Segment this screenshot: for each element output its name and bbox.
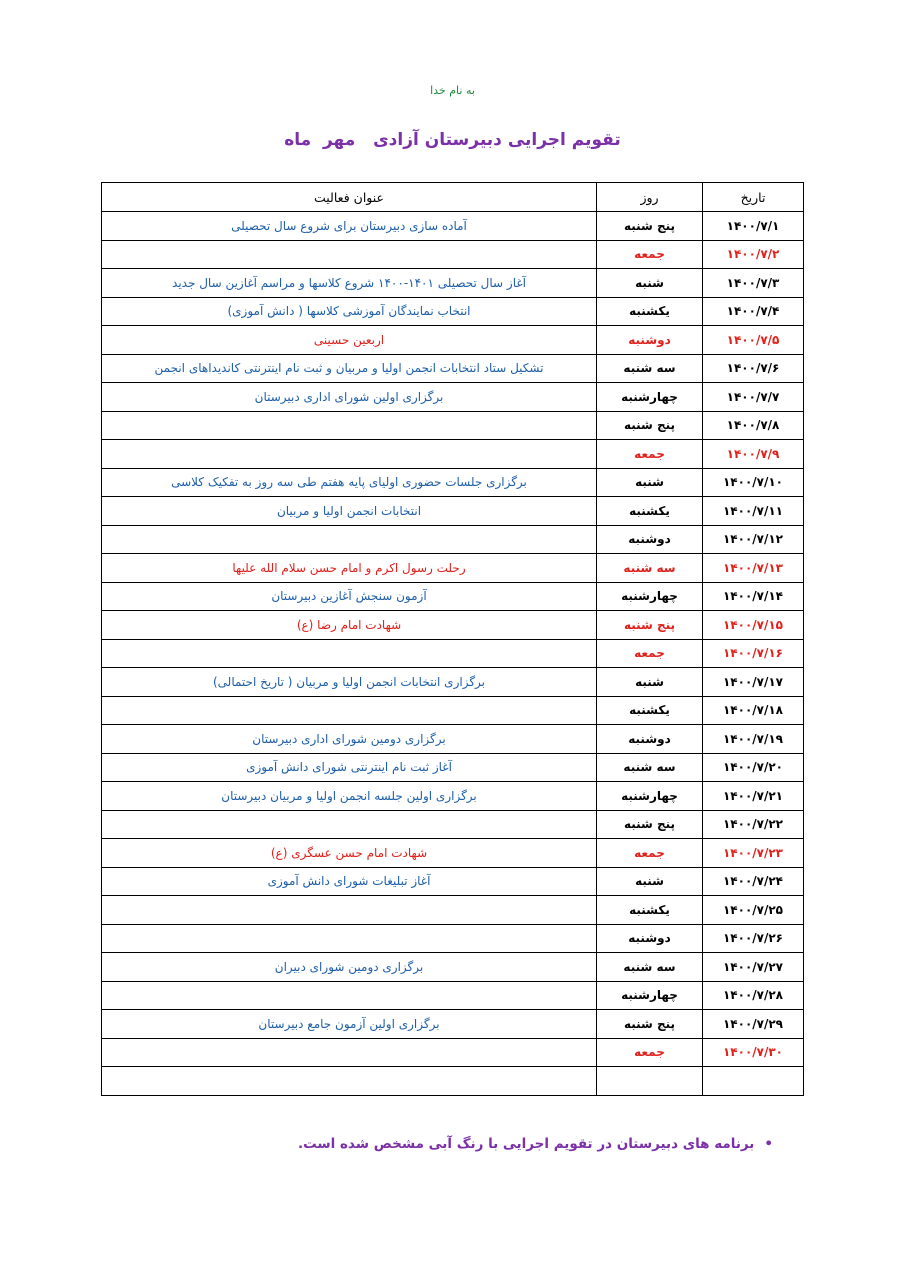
table-row <box>102 896 804 925</box>
day-cell: چهارشنبه <box>597 981 703 1010</box>
day-cell: شنبه <box>597 269 703 298</box>
activity-cell: شهادت امام رضا (ع) <box>102 611 597 640</box>
activity-cell: آزمون سنجش آغازین دبیرستان <box>102 582 597 611</box>
table-row <box>102 753 804 782</box>
activity-cell <box>102 981 597 1010</box>
activity-cell: آغاز ثبت نام اینترنتی شورای دانش آموزی <box>102 753 597 782</box>
activity-cell <box>102 411 597 440</box>
day-cell: سه شنبه <box>597 554 703 583</box>
date-cell: ۱۴۰۰/۷/۲۴ <box>703 867 804 896</box>
date-cell: ۱۴۰۰/۷/۲۹ <box>703 1010 804 1039</box>
day-cell: جمعه <box>597 639 703 668</box>
activity-cell: رحلت رسول اکرم و امام حسن سلام الله علیها <box>102 554 597 583</box>
date-cell: ۱۴۰۰/۷/۱ <box>703 212 804 241</box>
date-cell: ۱۴۰۰/۷/۲۲ <box>703 810 804 839</box>
day-cell: سه شنبه <box>597 753 703 782</box>
header-activity: عنوان فعالیت <box>102 183 597 212</box>
table-row <box>102 924 804 953</box>
date-cell: ۱۴۰۰/۷/۲۳ <box>703 839 804 868</box>
table-row <box>102 1010 804 1039</box>
date-cell <box>703 1067 804 1096</box>
activity-cell: برگزاری اولین جلسه انجمن اولیا و مربیان دبیرستان <box>102 782 597 811</box>
table-row <box>102 810 804 839</box>
activity-cell <box>102 696 597 725</box>
date-cell: ۱۴۰۰/۷/۳ <box>703 269 804 298</box>
date-cell: ۱۴۰۰/۷/۴ <box>703 297 804 326</box>
table-row <box>102 582 804 611</box>
date-cell: ۱۴۰۰/۷/۲۶ <box>703 924 804 953</box>
date-cell: ۱۴۰۰/۷/۱۰ <box>703 468 804 497</box>
day-cell: پنج شنبه <box>597 212 703 241</box>
table-row <box>102 383 804 412</box>
table-row <box>102 611 804 640</box>
date-cell: ۱۴۰۰/۷/۱۹ <box>703 725 804 754</box>
date-cell: ۱۴۰۰/۷/۲۰ <box>703 753 804 782</box>
date-cell: ۱۴۰۰/۷/۲۸ <box>703 981 804 1010</box>
table-row <box>102 981 804 1010</box>
date-cell: ۱۴۰۰/۷/۵ <box>703 326 804 355</box>
table-row <box>102 725 804 754</box>
bullet-icon: • <box>764 1136 773 1152</box>
activity-cell: برگزاری اولین شورای اداری دبیرستان <box>102 383 597 412</box>
table-row <box>102 297 804 326</box>
day-cell: دوشنبه <box>597 525 703 554</box>
table-row <box>102 212 804 241</box>
day-cell: یکشنبه <box>597 896 703 925</box>
day-cell: جمعه <box>597 440 703 469</box>
day-cell: یکشنبه <box>597 497 703 526</box>
day-cell: شنبه <box>597 867 703 896</box>
basmala: به نام خدا <box>430 84 475 97</box>
table-row <box>102 782 804 811</box>
table-row <box>102 1038 804 1067</box>
table-row <box>102 639 804 668</box>
activity-cell: آغاز سال تحصیلی ۱۴۰۱-۱۴۰۰ شروع کلاسها و مراسم آغازین سال جدید <box>102 269 597 298</box>
table-row <box>102 497 804 526</box>
date-cell: ۱۴۰۰/۷/۹ <box>703 440 804 469</box>
activity-cell <box>102 1067 597 1096</box>
activity-cell: آغاز تبلیغات شورای دانش آموزی <box>102 867 597 896</box>
table-row <box>102 468 804 497</box>
day-cell: شنبه <box>597 668 703 697</box>
activity-cell: آماده سازی دبیرستان برای شروع سال تحصیلی <box>102 212 597 241</box>
table-row <box>102 440 804 469</box>
day-cell: شنبه <box>597 468 703 497</box>
header-date: تاریخ <box>703 183 804 212</box>
date-cell: ۱۴۰۰/۷/۲۱ <box>703 782 804 811</box>
table-row <box>102 668 804 697</box>
activity-cell: برگزاری دومین شورای اداری دبیرستان <box>102 725 597 754</box>
day-cell: چهارشنبه <box>597 582 703 611</box>
date-cell: ۱۴۰۰/۷/۱۳ <box>703 554 804 583</box>
activity-cell: تشکیل ستاد انتخابات انجمن اولیا و مربیان و ثبت نام اینترنتی کاندیداهای انجمن <box>102 354 597 383</box>
day-cell: سه شنبه <box>597 354 703 383</box>
table-row <box>102 411 804 440</box>
footer-note <box>298 1136 773 1152</box>
day-cell: پنج شنبه <box>597 611 703 640</box>
day-cell: دوشنبه <box>597 725 703 754</box>
day-cell: جمعه <box>597 839 703 868</box>
day-cell: پنج شنبه <box>597 1010 703 1039</box>
activity-cell <box>102 924 597 953</box>
activity-cell <box>102 240 597 269</box>
day-cell: دوشنبه <box>597 924 703 953</box>
date-cell: ۱۴۰۰/۷/۱۴ <box>703 582 804 611</box>
date-cell: ۱۴۰۰/۷/۱۷ <box>703 668 804 697</box>
activity-cell <box>102 639 597 668</box>
date-cell: ۱۴۰۰/۷/۲۵ <box>703 896 804 925</box>
table-row <box>102 269 804 298</box>
activity-cell <box>102 525 597 554</box>
date-cell: ۱۴۰۰/۷/۱۶ <box>703 639 804 668</box>
activity-cell: انتخاب نمایندگان آموزشی کلاسها ( دانش آموزی) <box>102 297 597 326</box>
activity-cell: اربعین حسینی <box>102 326 597 355</box>
day-cell: چهارشنبه <box>597 383 703 412</box>
activity-cell: برگزاری دومین شورای دبیران <box>102 953 597 982</box>
activity-cell <box>102 810 597 839</box>
day-cell: جمعه <box>597 240 703 269</box>
activity-cell: انتخابات انجمن اولیا و مربیان <box>102 497 597 526</box>
date-cell: ۱۴۰۰/۷/۷ <box>703 383 804 412</box>
header-day: روز <box>597 183 703 212</box>
table-header-row <box>102 183 804 212</box>
activity-cell: برگزاری انتخابات انجمن اولیا و مربیان ( تاریخ احتمالی) <box>102 668 597 697</box>
day-cell: پنج شنبه <box>597 810 703 839</box>
activity-cell <box>102 440 597 469</box>
date-cell: ۱۴۰۰/۷/۶ <box>703 354 804 383</box>
table-row <box>102 953 804 982</box>
table-row <box>102 525 804 554</box>
table-row <box>102 839 804 868</box>
date-cell: ۱۴۰۰/۷/۱۱ <box>703 497 804 526</box>
table-row <box>102 326 804 355</box>
table-row <box>102 867 804 896</box>
date-cell: ۱۴۰۰/۷/۲۷ <box>703 953 804 982</box>
day-cell <box>597 1067 703 1096</box>
activity-cell <box>102 1038 597 1067</box>
activity-cell: برگزاری جلسات حضوری اولیای پایه هفتم طی سه روز به تفکیک کلاسی <box>102 468 597 497</box>
table-row <box>102 554 804 583</box>
page-title: تقویم اجرایی دبیرستان آزادی مهر ماه <box>284 130 621 150</box>
date-cell: ۱۴۰۰/۷/۲ <box>703 240 804 269</box>
table-row <box>102 696 804 725</box>
table-row <box>102 1067 804 1096</box>
activity-cell: برگزاری اولین آزمون جامع دبیرستان <box>102 1010 597 1039</box>
date-cell: ۱۴۰۰/۷/۸ <box>703 411 804 440</box>
date-cell: ۱۴۰۰/۷/۱۸ <box>703 696 804 725</box>
day-cell: دوشنبه <box>597 326 703 355</box>
day-cell: پنج شنبه <box>597 411 703 440</box>
day-cell: یکشنبه <box>597 696 703 725</box>
calendar-body <box>102 212 804 1096</box>
day-cell: چهارشنبه <box>597 782 703 811</box>
day-cell: یکشنبه <box>597 297 703 326</box>
day-cell: جمعه <box>597 1038 703 1067</box>
footer-note-text: برنامه های دبیرستان در تقویم اجرایی با رنگ آبی مشخص شده است. <box>297 1136 755 1152</box>
date-cell: ۱۴۰۰/۷/۱۵ <box>703 611 804 640</box>
table-row <box>102 354 804 383</box>
date-cell: ۱۴۰۰/۷/۳۰ <box>703 1038 804 1067</box>
table-row <box>102 240 804 269</box>
activity-cell <box>102 896 597 925</box>
activity-cell: شهادت امام حسن عسگری (ع) <box>102 839 597 868</box>
date-cell: ۱۴۰۰/۷/۱۲ <box>703 525 804 554</box>
day-cell: سه شنبه <box>597 953 703 982</box>
calendar-table <box>101 182 804 1096</box>
